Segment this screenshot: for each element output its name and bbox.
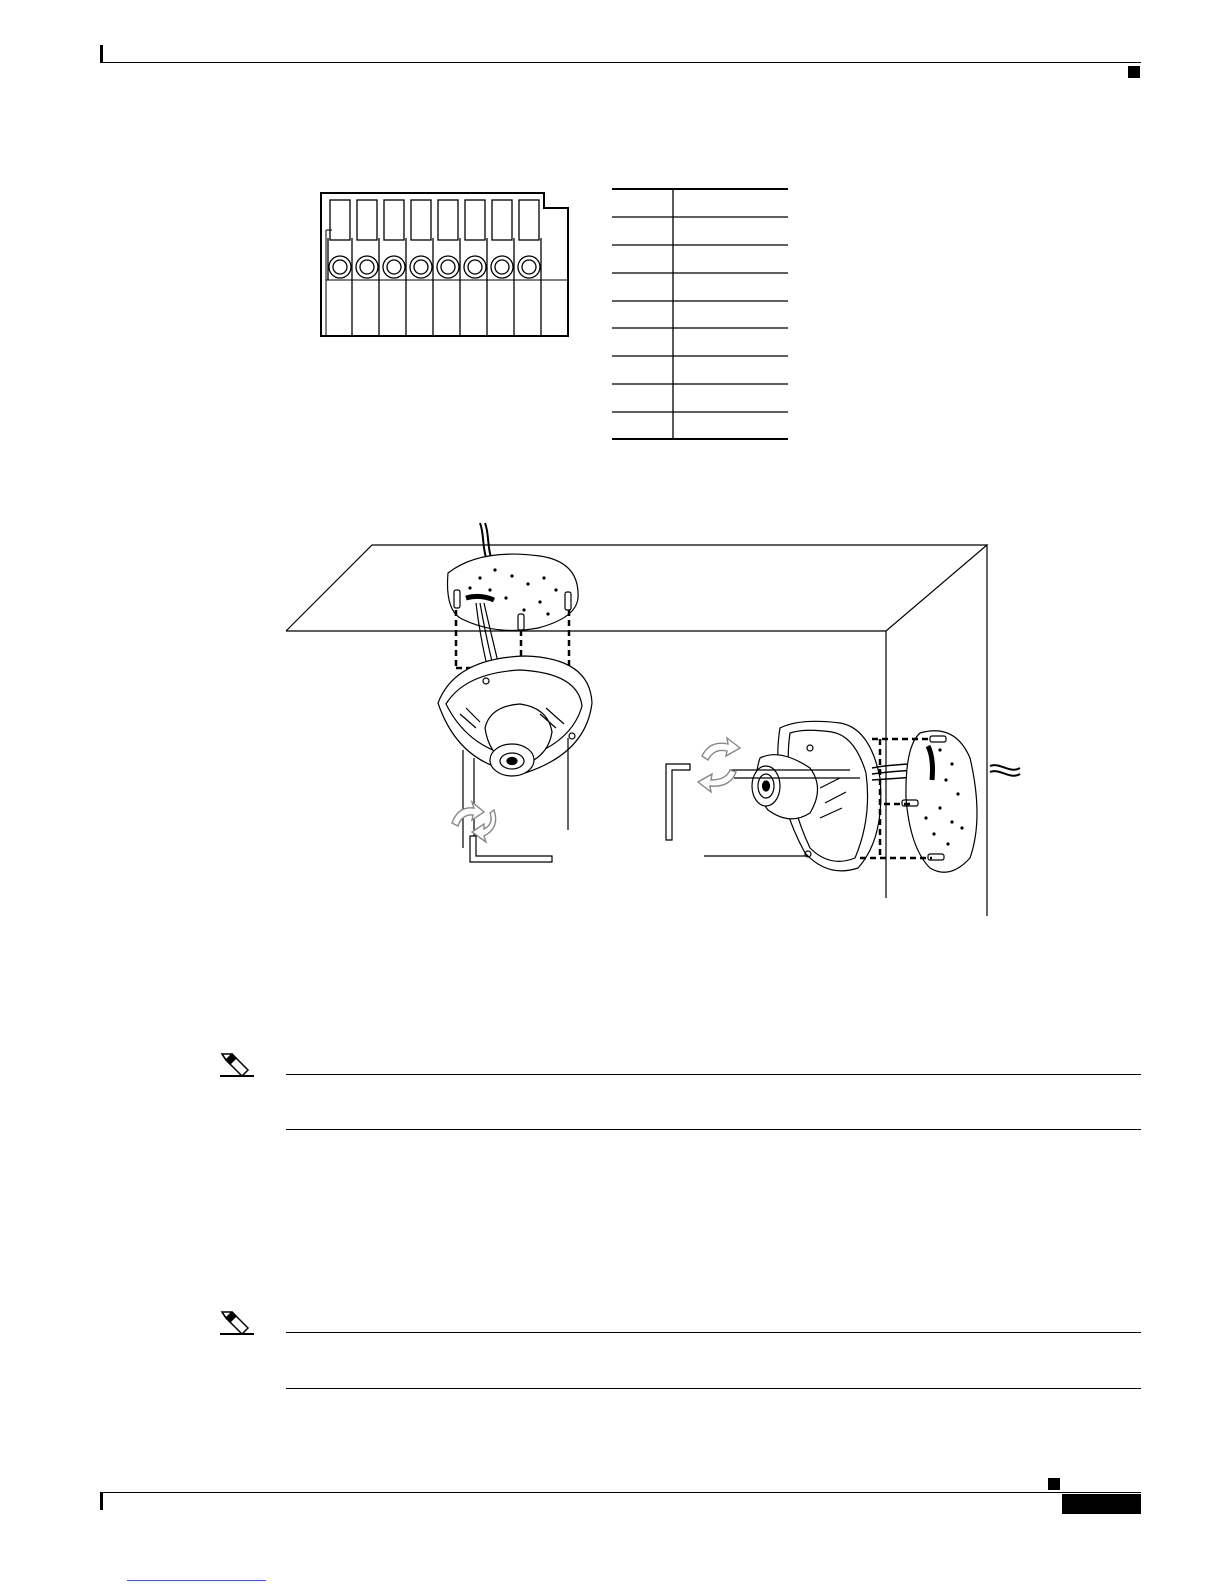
mounting-illustration bbox=[280, 518, 1040, 918]
terminal-3 bbox=[383, 200, 406, 336]
footer-square-icon bbox=[1048, 1478, 1060, 1490]
terminal-5 bbox=[437, 200, 460, 336]
pencil-icon bbox=[218, 1308, 258, 1338]
note-1-top-rule bbox=[286, 1074, 1141, 1075]
terminal-8 bbox=[518, 200, 541, 336]
pin-assignment-table bbox=[612, 186, 792, 442]
terminal-4 bbox=[410, 200, 433, 336]
ceiling-mount-plate bbox=[448, 554, 579, 630]
wall-mount-plate bbox=[902, 731, 977, 872]
hex-key-icon bbox=[666, 764, 690, 840]
footer-link-underline[interactable] bbox=[127, 1580, 266, 1581]
footer-rule bbox=[100, 1492, 1141, 1493]
terminal-2 bbox=[356, 200, 379, 336]
footer-left-tick bbox=[100, 1492, 103, 1510]
header-rule bbox=[100, 62, 1141, 63]
wall-dome-camera bbox=[752, 721, 881, 871]
page-tab-icon bbox=[1062, 1494, 1141, 1514]
rotate-arrows-icon bbox=[698, 738, 740, 792]
note-2-top-rule bbox=[286, 1332, 1141, 1333]
note-2-bottom-rule bbox=[286, 1388, 1141, 1389]
terminal-7 bbox=[491, 200, 514, 336]
terminal-block-diagram bbox=[318, 190, 578, 340]
header-left-tick bbox=[100, 45, 103, 63]
pencil-icon bbox=[218, 1050, 258, 1080]
header-square-icon bbox=[1128, 66, 1140, 78]
terminal-1 bbox=[328, 200, 352, 336]
note-1-bottom-rule bbox=[286, 1129, 1141, 1130]
ceiling-dome-camera bbox=[438, 656, 592, 776]
terminal-6 bbox=[464, 200, 487, 336]
